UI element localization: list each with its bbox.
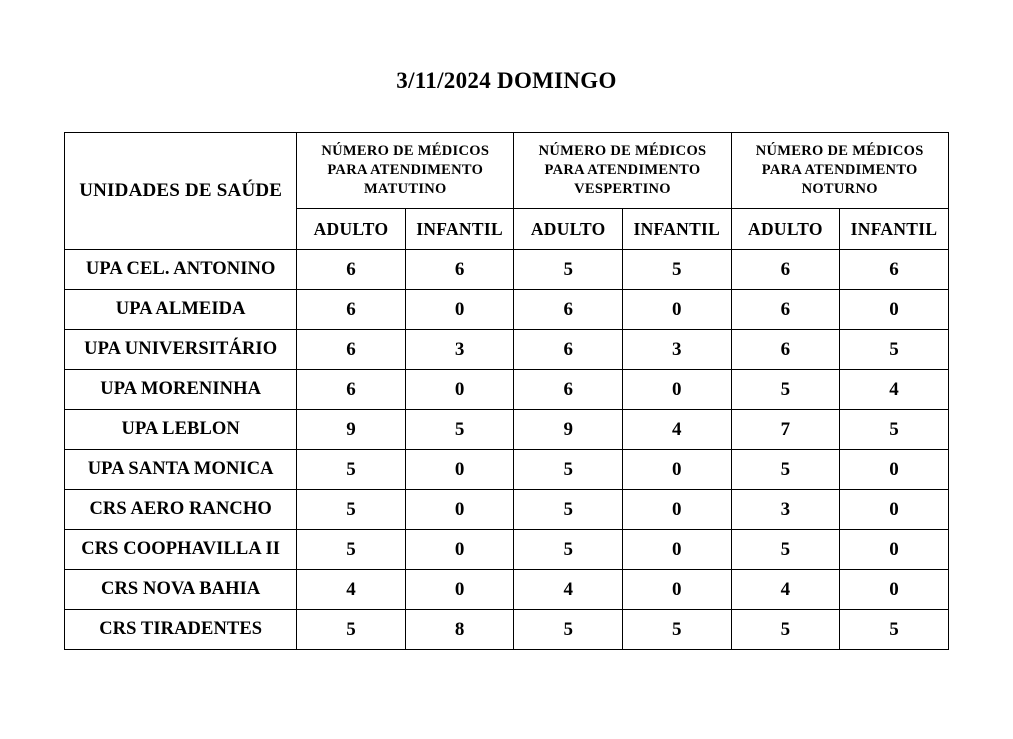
- cell-noturno-infantil: 4: [840, 370, 949, 410]
- medical-staff-table: [64, 132, 949, 650]
- cell-matutino-infantil: 0: [405, 370, 514, 410]
- cell-noturno-adulto: 5: [731, 610, 840, 650]
- cell-matutino-infantil: 0: [405, 570, 514, 610]
- table-header: [65, 133, 949, 250]
- column-header-noturno: NÚMERO DE MÉDICOS PARA ATENDIMENTO NOTURNO: [731, 133, 948, 209]
- table-container: [0, 132, 1013, 650]
- cell-vespertino-infantil: 4: [622, 410, 731, 450]
- subheader-matutino-adulto: ADULTO: [297, 209, 406, 250]
- cell-noturno-adulto: 5: [731, 530, 840, 570]
- column-header-matutino: NÚMERO DE MÉDICOS PARA ATENDIMENTO MATUTINO: [297, 133, 514, 209]
- cell-matutino-infantil: 0: [405, 530, 514, 570]
- cell-noturno-infantil: 0: [840, 450, 949, 490]
- table-row: [65, 490, 949, 530]
- unit-name: UPA UNIVERSITÁRIO: [65, 330, 297, 370]
- unit-name: UPA CEL. ANTONINO: [65, 250, 297, 290]
- table-row: [65, 450, 949, 490]
- unit-name: CRS NOVA BAHIA: [65, 570, 297, 610]
- cell-vespertino-adulto: 6: [514, 330, 623, 370]
- cell-noturno-infantil: 6: [840, 250, 949, 290]
- unit-name: UPA SANTA MONICA: [65, 450, 297, 490]
- cell-vespertino-infantil: 5: [622, 250, 731, 290]
- table-row: [65, 410, 949, 450]
- cell-vespertino-infantil: 0: [622, 490, 731, 530]
- cell-vespertino-adulto: 5: [514, 450, 623, 490]
- cell-matutino-infantil: 5: [405, 410, 514, 450]
- unit-name: UPA MORENINHA: [65, 370, 297, 410]
- cell-vespertino-infantil: 0: [622, 570, 731, 610]
- cell-vespertino-adulto: 6: [514, 370, 623, 410]
- cell-matutino-infantil: 8: [405, 610, 514, 650]
- cell-noturno-adulto: 6: [731, 250, 840, 290]
- table-row: [65, 610, 949, 650]
- cell-vespertino-infantil: 0: [622, 530, 731, 570]
- table-row: [65, 290, 949, 330]
- cell-noturno-adulto: 4: [731, 570, 840, 610]
- cell-matutino-adulto: 6: [297, 250, 406, 290]
- cell-noturno-infantil: 5: [840, 330, 949, 370]
- cell-noturno-infantil: 0: [840, 530, 949, 570]
- cell-vespertino-infantil: 0: [622, 450, 731, 490]
- column-header-vespertino: NÚMERO DE MÉDICOS PARA ATENDIMENTO VESPERTINO: [514, 133, 731, 209]
- cell-vespertino-adulto: 4: [514, 570, 623, 610]
- table-header-row-periods: [65, 133, 949, 209]
- cell-matutino-adulto: 5: [297, 610, 406, 650]
- cell-noturno-adulto: 5: [731, 370, 840, 410]
- cell-vespertino-infantil: 0: [622, 290, 731, 330]
- cell-matutino-adulto: 9: [297, 410, 406, 450]
- cell-noturno-adulto: 5: [731, 450, 840, 490]
- cell-noturno-adulto: 6: [731, 330, 840, 370]
- table-row: [65, 330, 949, 370]
- table-row: [65, 370, 949, 410]
- document-page: [0, 68, 1013, 739]
- cell-matutino-adulto: 6: [297, 370, 406, 410]
- column-header-units: UNIDADES DE SAÚDE: [65, 133, 297, 250]
- cell-noturno-adulto: 3: [731, 490, 840, 530]
- cell-vespertino-infantil: 3: [622, 330, 731, 370]
- cell-vespertino-adulto: 5: [514, 610, 623, 650]
- cell-matutino-infantil: 6: [405, 250, 514, 290]
- subheader-vespertino-infantil: INFANTIL: [622, 209, 731, 250]
- cell-vespertino-adulto: 9: [514, 410, 623, 450]
- unit-name: UPA ALMEIDA: [65, 290, 297, 330]
- cell-vespertino-adulto: 5: [514, 250, 623, 290]
- cell-noturno-infantil: 0: [840, 490, 949, 530]
- cell-matutino-infantil: 3: [405, 330, 514, 370]
- table-row: [65, 250, 949, 290]
- cell-matutino-adulto: 6: [297, 330, 406, 370]
- cell-matutino-adulto: 5: [297, 450, 406, 490]
- unit-name: UPA LEBLON: [65, 410, 297, 450]
- cell-vespertino-adulto: 5: [514, 530, 623, 570]
- cell-matutino-adulto: 5: [297, 490, 406, 530]
- cell-noturno-infantil: 5: [840, 610, 949, 650]
- cell-matutino-infantil: 0: [405, 490, 514, 530]
- subheader-vespertino-adulto: ADULTO: [514, 209, 623, 250]
- cell-noturno-infantil: 0: [840, 570, 949, 610]
- cell-matutino-adulto: 5: [297, 530, 406, 570]
- cell-vespertino-infantil: 0: [622, 370, 731, 410]
- unit-name: CRS COOPHAVILLA II: [65, 530, 297, 570]
- cell-matutino-infantil: 0: [405, 290, 514, 330]
- subheader-matutino-infantil: INFANTIL: [405, 209, 514, 250]
- cell-noturno-infantil: 0: [840, 290, 949, 330]
- cell-matutino-adulto: 4: [297, 570, 406, 610]
- unit-name: CRS AERO RANCHO: [65, 490, 297, 530]
- table-row: [65, 570, 949, 610]
- cell-vespertino-adulto: 6: [514, 290, 623, 330]
- cell-vespertino-infantil: 5: [622, 610, 731, 650]
- subheader-noturno-infantil: INFANTIL: [840, 209, 949, 250]
- unit-name: CRS TIRADENTES: [65, 610, 297, 650]
- subheader-noturno-adulto: ADULTO: [731, 209, 840, 250]
- table-body: [65, 250, 949, 650]
- cell-noturno-infantil: 5: [840, 410, 949, 450]
- page-title: 3/11/2024 DOMINGO: [396, 68, 617, 93]
- table-row: [65, 530, 949, 570]
- cell-noturno-adulto: 6: [731, 290, 840, 330]
- cell-matutino-adulto: 6: [297, 290, 406, 330]
- cell-vespertino-adulto: 5: [514, 490, 623, 530]
- cell-noturno-adulto: 7: [731, 410, 840, 450]
- cell-matutino-infantil: 0: [405, 450, 514, 490]
